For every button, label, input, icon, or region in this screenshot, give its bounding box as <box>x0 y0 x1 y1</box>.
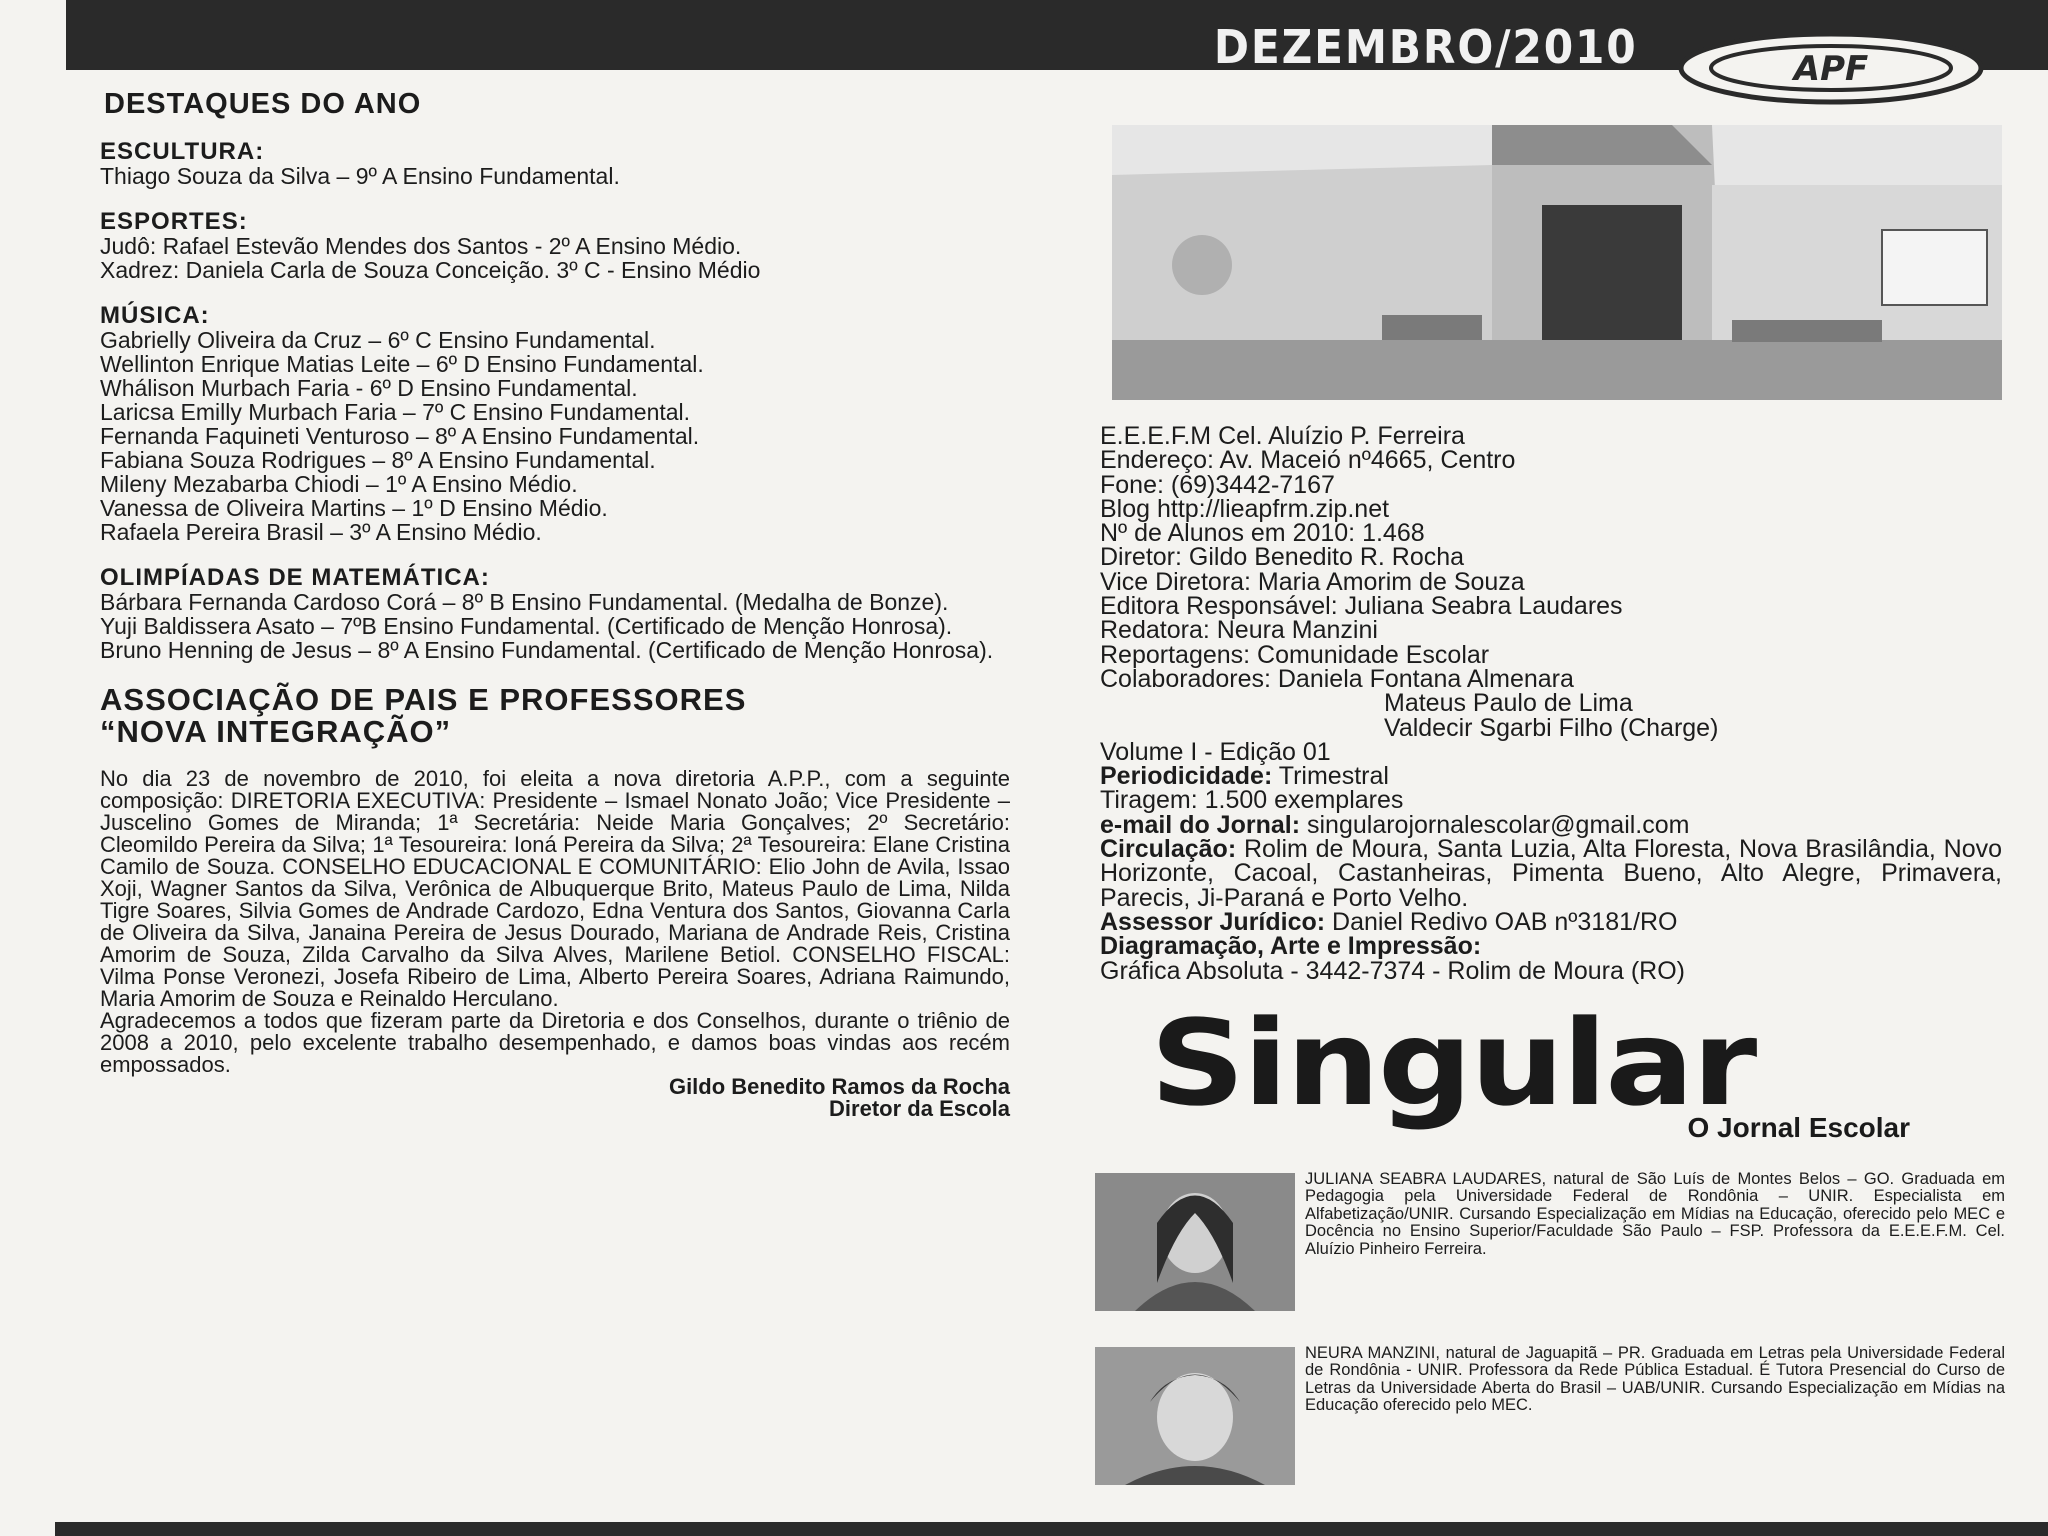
bio-juliana-text: JULIANA SEABRA LAUDARES, natural de São Luís de Montes Belos – GO. Graduada em Pedagogia pela Universidade Federal de Rondônia – UNIR. Especialista em Alfabetização/UNIR. Cursando Especialização em Mídias na Educação, oferecido pelo MEC e Docência no Ensino Superior/Faculdade São Paulo – FSP. Professora da E.E.E.F.M. Cel. Aluízio Pinheiro Ferreira. <box>1305 1170 2005 1258</box>
periodicidade <box>1100 762 2002 791</box>
student-count: Nº de Alunos em 2010: 1.468 <box>1100 519 1425 548</box>
esportes-entry: Judô: Rafael Estevão Mendes dos Santos - 2º A Ensino Médio. <box>100 233 742 259</box>
circulacao-label: Circulação: <box>1100 835 1237 864</box>
association-title-line2: “NOVA INTEGRAÇÃO” <box>100 714 452 749</box>
colaboradores: Mateus Paulo de Lima <box>1384 689 1633 718</box>
tiragem: Tiragem: 1.500 exemplares <box>1100 786 1404 815</box>
email <box>1100 810 2002 839</box>
assessor-label: Assessor Jurídico: <box>1100 907 1326 936</box>
musica-entry: Mileny Mezabarba Chiodi – 1º A Ensino Médio. <box>100 471 578 497</box>
diagramacao-label: Diagramação, Arte e Impressão: <box>1100 932 1482 961</box>
school-blog: Blog http://lieapfrm.zip.net <box>1100 494 1390 523</box>
musica-entry: Laricsa Emilly Murbach Faria – 7º C Ensino Fundamental. <box>100 399 691 425</box>
reportagens: Reportagens: Comunidade Escolar <box>1100 640 1490 669</box>
school-name: E.E.E.F.M Cel. Aluízio P. Ferreira <box>1100 422 1465 450</box>
periodicidade-label: Periodicidade: <box>1100 762 1273 791</box>
expediente-column <box>1100 424 2002 983</box>
assessor-value: Daniel Redivo OAB nº3181/RO <box>1325 907 1678 936</box>
email-label: e-mail do Jornal: <box>1100 810 1301 839</box>
colaboradores: Colaboradores: Daniela Fontana Almenara <box>1100 664 1574 693</box>
editor: Editora Responsável: Juliana Seabra Laudares <box>1100 592 1623 621</box>
association-body: No dia 23 de novembro de 2010, foi eleita a nova diretoria A.P.P., com a seguinte composição: DIRETORIA EXECUTIVA: Presidente – Ismael Nonato João; Vice Presidente – Juscelino Gomes de Miranda; 1ª Secretária: Neide Maria Gonçalves; 2º Secretário: Cleomildo Pereira da Silva; 1ª Tesoureira: Ioná Pereira da Silva; 2ª Tesoureira: Elane Cristina Camilo de Souza. CONSELHO EDUCACIONAL E COMUNITÁRIO: Elio John de Avila, Issao Xoji, Wagner Santos da Silva, Verônica de Albuquerque Brito, Mateus Paulo de Lima, Nilda Tigre Soares, Silvia Gomes de Andrade Cardozo, Edna Ventura dos Santos, Giovanna Carla de Oliveira da Silva, Janaina Pereira de Jesus Dourado, Mariana de Andrade Reis, Cristina Amorim de Souza, Zilda Carvalho da Silva Alves, Marilene Betiol. CONSELHO FISCAL: Vilma Ponse Veronezi, Josefa Ribeiro de Lima, Alberto Pereira Soares, Adriana Raimundo, Maria Amorim de Souza e Reinaldo Herculano. <box>100 766 1010 1011</box>
school-phone: Fone: (69)3442-7167 <box>1100 470 1335 499</box>
highlights-title: DESTAQUES DO ANO <box>104 88 422 120</box>
colaboradores: Valdecir Sgarbi Filho (Charge) <box>1384 713 1719 742</box>
musica-entry: Gabrielly Oliveira da Cruz – 6º C Ensino Fundamental. <box>100 327 656 353</box>
association-title <box>100 684 1010 748</box>
issue-date: DEZEMBRO/2010 <box>1214 20 1638 74</box>
highlights-column <box>100 88 1010 1121</box>
olimpiadas-entry: Yuji Baldissera Asato – 7ºB Ensino Fundamental. (Certificado de Menção Honrosa). <box>100 613 953 639</box>
escultura-heading: ESCULTURA: <box>100 138 265 165</box>
neura-portrait <box>1095 1347 1295 1485</box>
school-address: Endereço: Av. Maceió nº4665, Centro <box>1100 446 1516 475</box>
association-thanks: Agradecemos a todos que fizeram parte da Diretoria e dos Conselhos, durante o triênio de 2008 a 2010, pelo excelente trabalho desempenhado, e damos boas vindas aos recém empossados. <box>100 1008 1010 1077</box>
footer-bar <box>55 1522 2048 1536</box>
musica-entry: Rafaela Pereira Brasil – 3º A Ensino Médio. <box>100 519 542 545</box>
olimpiadas-heading: OLIMPÍADAS DE MATEMÁTICA: <box>100 564 490 591</box>
musica-entry: Wellinton Enrique Matias Leite – 6º D Ensino Fundamental. <box>100 351 704 377</box>
musica-heading: MÚSICA: <box>100 302 210 329</box>
bio-neura-text: NEURA MANZINI, natural de Jaguapitã – PR. Graduada em Letras pela Universidade Federal de Rondônia - UNIR. Professora da Rede Pública Estadual. É Tutora Presencial do Curso de Letras da Universidade Aberta do Brasil – UAB/UNIR. Cursando Especialização em Mídias na Educação oferecido pelo MEC. <box>1305 1344 2005 1415</box>
olimpiadas-entry: Bruno Henning de Jesus – 8º A Ensino Fundamental. (Certificado de Menção Honrosa). <box>100 637 994 663</box>
assessor <box>1100 907 2002 936</box>
volume: Volume I - Edição 01 <box>1100 737 1331 766</box>
apf-logo <box>1676 30 1986 106</box>
escultura-entry: Thiago Souza da Silva – 9º A Ensino Fundamental. <box>100 163 620 189</box>
periodicidade-value: Trimestral <box>1272 762 1389 791</box>
vice-director: Vice Diretora: Maria Amorim de Souza <box>1100 567 1525 596</box>
esportes-entry: Xadrez: Daniela Carla de Souza Conceição. 3º C - Ensino Médio <box>100 257 761 283</box>
signature-name: Gildo Benedito Ramos da Rocha <box>668 1074 1010 1099</box>
school-building-photo <box>1112 125 2002 400</box>
signature-role: Diretor da Escola <box>829 1096 1010 1121</box>
musica-entry: Fabiana Souza Rodrigues – 8º A Ensino Fundamental. <box>100 447 656 473</box>
apf-logo-text: APF <box>1793 49 1869 89</box>
circulacao <box>1100 837 2002 910</box>
singular-masthead <box>1150 994 1940 1143</box>
esportes-heading: ESPORTES: <box>100 208 248 235</box>
masthead-subtitle: O Jornal Escolar <box>1687 1112 1910 1143</box>
circulacao-value: Rolim de Moura, Santa Luzia, Alta Floresta, Nova Brasilândia, Novo Horizonte, Cacoal, Castanheiras, Pimenta Bueno, Alto Alegre, Primavera, Parecis, Ji-Paraná e Porto Velho. <box>1100 835 2002 912</box>
grafica: Gráfica Absoluta - 3442-7374 - Rolim de Moura (RO) <box>1100 956 1685 985</box>
musica-entry: Vanessa de Oliveira Martins – 1º D Ensino Médio. <box>100 495 608 521</box>
masthead-title: Singular <box>1150 994 1756 1132</box>
musica-entry: Whálison Murbach Faria - 6º D Ensino Fundamental. <box>100 375 638 401</box>
email-value: singularojornalescolar@gmail.com <box>1300 810 1690 839</box>
director: Diretor: Gildo Benedito R. Rocha <box>1100 543 1465 572</box>
redatora: Redatora: Neura Manzini <box>1100 616 1378 645</box>
olimpiadas-entry: Bárbara Fernanda Cardoso Corá – 8º B Ensino Fundamental. (Medalha de Bonze). <box>100 589 949 615</box>
association-title-line1: ASSOCIAÇÃO DE PAIS E PROFESSORES <box>100 682 747 717</box>
juliana-portrait <box>1095 1173 1295 1311</box>
musica-entry: Fernanda Faquineti Venturoso – 8º A Ensino Fundamental. <box>100 423 700 449</box>
